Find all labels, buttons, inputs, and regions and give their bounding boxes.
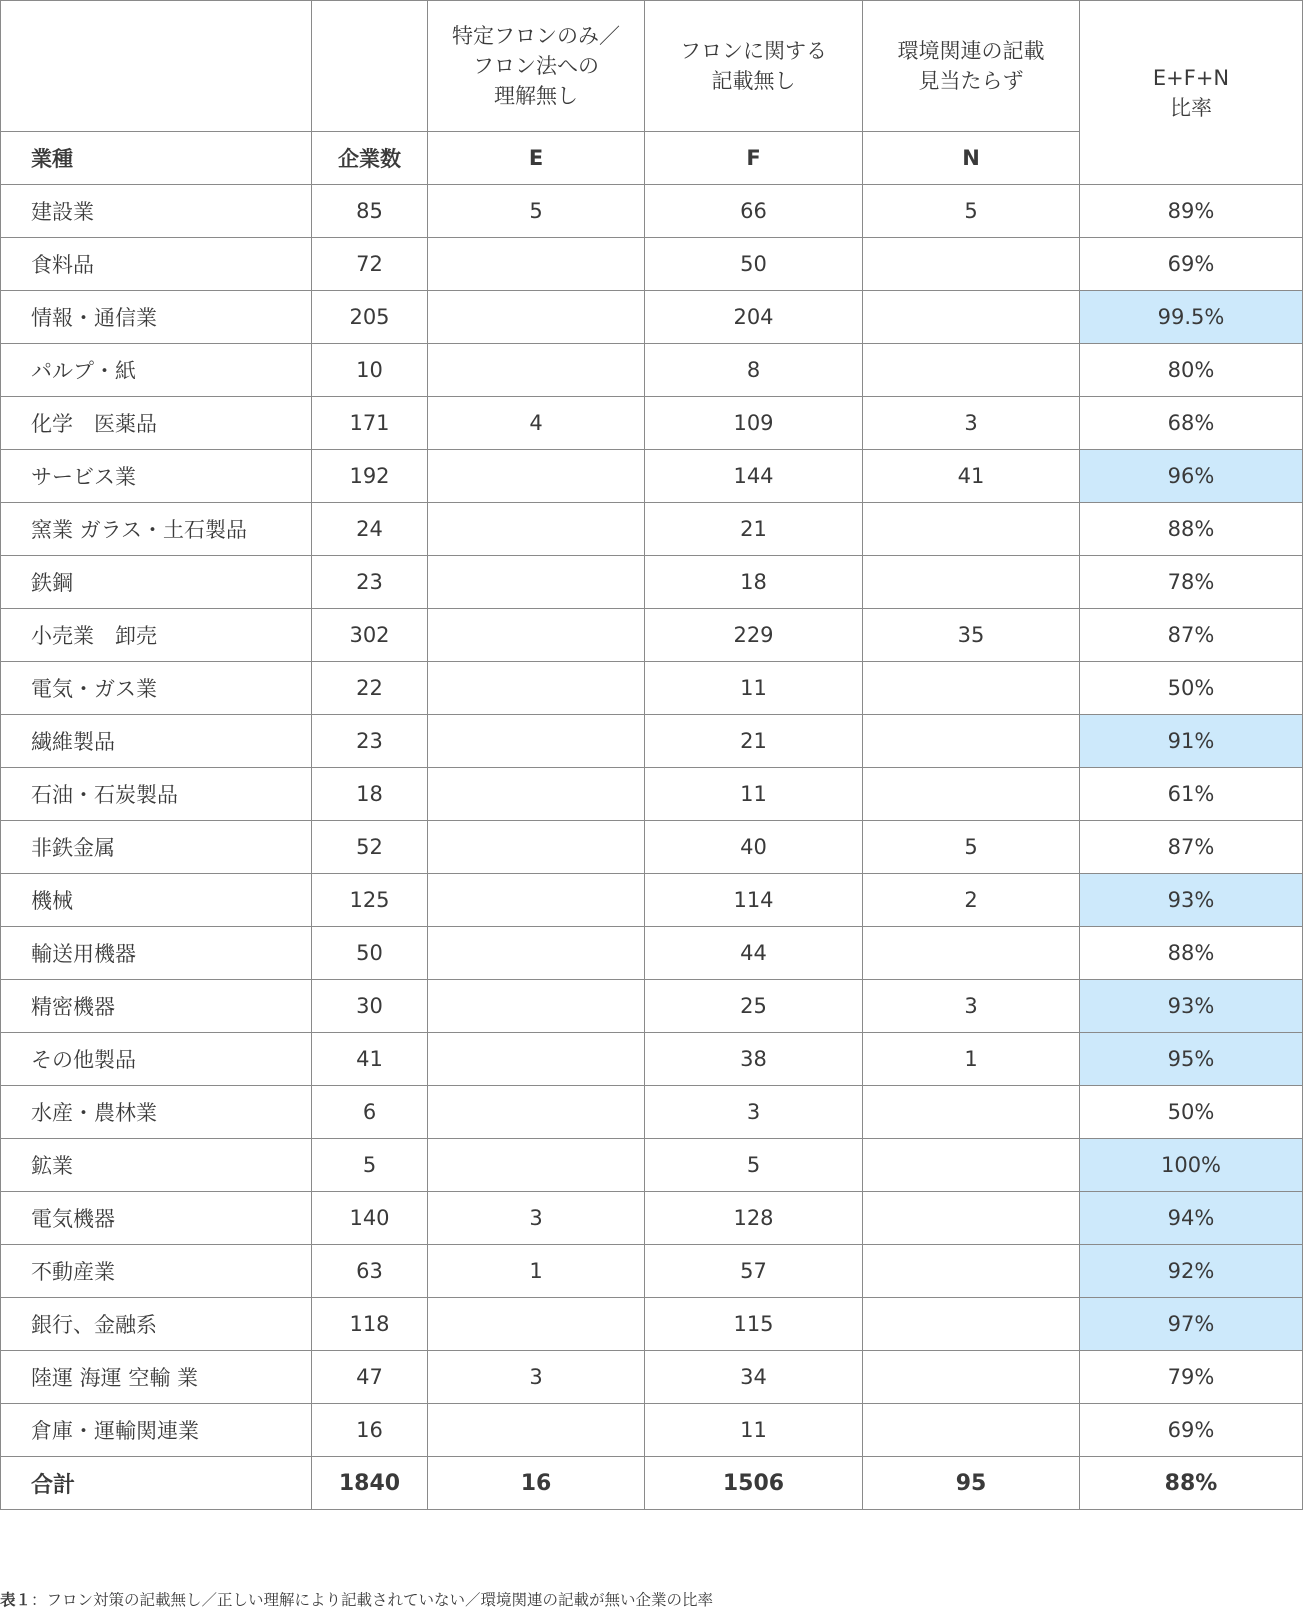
cell-f: 229 [645, 609, 863, 662]
cell-industry: パルプ・紙 [1, 344, 312, 397]
cell-industry: 非鉄金属 [1, 821, 312, 874]
table-row [1, 291, 1303, 344]
cell-ratio: 92% [1080, 1245, 1303, 1298]
header-e-description: 特定フロンのみ／ フロン法への 理解無し [428, 1, 645, 132]
cell-e: 5 [428, 185, 645, 238]
cell-count: 47 [312, 1351, 428, 1404]
cell-f: 34 [645, 1351, 863, 1404]
cell-n [863, 1192, 1080, 1245]
cell-count: 23 [312, 556, 428, 609]
table-row [1, 715, 1303, 768]
cell-f: 40 [645, 821, 863, 874]
cell-count: 24 [312, 503, 428, 556]
table-row [1, 1086, 1303, 1139]
cell-n: 3 [863, 980, 1080, 1033]
cell-n: 5 [863, 185, 1080, 238]
header-empty-count [312, 1, 428, 132]
cell-count: 140 [312, 1192, 428, 1245]
cell-n [863, 1245, 1080, 1298]
table-row [1, 768, 1303, 821]
cell-f: 57 [645, 1245, 863, 1298]
table-row [1, 1298, 1303, 1351]
cell-ratio: 91% [1080, 715, 1303, 768]
cell-f: 11 [645, 1404, 863, 1457]
header-f-description: フロンに関する 記載無し [645, 1, 863, 132]
table-row [1, 1139, 1303, 1192]
cell-n [863, 662, 1080, 715]
table-row [1, 980, 1303, 1033]
cell-count: 72 [312, 238, 428, 291]
cell-e [428, 238, 645, 291]
cell-f: 50 [645, 238, 863, 291]
cell-n [863, 344, 1080, 397]
cell-industry: 窯業 ガラス・土石製品 [1, 503, 312, 556]
cell-count: 30 [312, 980, 428, 1033]
total-f: 1506 [645, 1457, 863, 1510]
cell-f: 8 [645, 344, 863, 397]
table-row [1, 662, 1303, 715]
table-row [1, 344, 1303, 397]
total-count: 1840 [312, 1457, 428, 1510]
cell-e [428, 556, 645, 609]
total-ratio: 88% [1080, 1457, 1303, 1510]
cell-e [428, 450, 645, 503]
cell-ratio: 69% [1080, 1404, 1303, 1457]
table-row [1, 609, 1303, 662]
cell-industry: 銀行、金融系 [1, 1298, 312, 1351]
cell-count: 63 [312, 1245, 428, 1298]
cell-industry: 機械 [1, 874, 312, 927]
cell-f: 144 [645, 450, 863, 503]
cell-n [863, 927, 1080, 980]
cell-count: 118 [312, 1298, 428, 1351]
cell-industry: 不動産業 [1, 1245, 312, 1298]
cell-e [428, 344, 645, 397]
cell-n [863, 1298, 1080, 1351]
cell-industry: サービス業 [1, 450, 312, 503]
table-row [1, 450, 1303, 503]
cell-e [428, 1404, 645, 1457]
cell-ratio: 78% [1080, 556, 1303, 609]
cell-n: 3 [863, 397, 1080, 450]
cell-n [863, 1351, 1080, 1404]
cell-ratio: 93% [1080, 980, 1303, 1033]
cell-ratio: 87% [1080, 609, 1303, 662]
cell-f: 109 [645, 397, 863, 450]
cell-n: 41 [863, 450, 1080, 503]
cell-ratio: 87% [1080, 821, 1303, 874]
cell-e [428, 980, 645, 1033]
table-row [1, 397, 1303, 450]
cell-count: 50 [312, 927, 428, 980]
cell-industry: 情報・通信業 [1, 291, 312, 344]
cell-industry: 繊維製品 [1, 715, 312, 768]
table-caption [0, 1588, 713, 1610]
cell-e [428, 1086, 645, 1139]
cell-ratio: 99.5% [1080, 291, 1303, 344]
cell-e [428, 768, 645, 821]
header-industry: 業種 [1, 132, 312, 185]
table-row [1, 1351, 1303, 1404]
cell-count: 302 [312, 609, 428, 662]
cell-count: 52 [312, 821, 428, 874]
cell-industry: 食料品 [1, 238, 312, 291]
cell-ratio: 68% [1080, 397, 1303, 450]
table-row [1, 1404, 1303, 1457]
cell-count: 205 [312, 291, 428, 344]
cell-e [428, 1298, 645, 1351]
total-row [1, 1457, 1303, 1510]
cell-e [428, 609, 645, 662]
cell-e [428, 503, 645, 556]
cell-count: 125 [312, 874, 428, 927]
cell-industry: 輸送用機器 [1, 927, 312, 980]
cell-e [428, 927, 645, 980]
table-row [1, 874, 1303, 927]
header-f: F [645, 132, 863, 185]
cell-count: 5 [312, 1139, 428, 1192]
cell-n: 35 [863, 609, 1080, 662]
cell-f: 3 [645, 1086, 863, 1139]
table-row [1, 1245, 1303, 1298]
cell-e [428, 821, 645, 874]
cell-f: 114 [645, 874, 863, 927]
cell-n [863, 503, 1080, 556]
cell-e: 3 [428, 1192, 645, 1245]
cell-e: 4 [428, 397, 645, 450]
cell-count: 41 [312, 1033, 428, 1086]
cell-industry: 電気・ガス業 [1, 662, 312, 715]
cell-ratio: 97% [1080, 1298, 1303, 1351]
cell-f: 11 [645, 768, 863, 821]
cell-ratio: 79% [1080, 1351, 1303, 1404]
cell-ratio: 80% [1080, 344, 1303, 397]
table-row [1, 238, 1303, 291]
cell-ratio: 69% [1080, 238, 1303, 291]
cell-f: 66 [645, 185, 863, 238]
header-n: N [863, 132, 1080, 185]
cell-industry: 精密機器 [1, 980, 312, 1033]
header-empty-industry [1, 1, 312, 132]
cell-f: 115 [645, 1298, 863, 1351]
header-ratio: E+F+N 比率 [1080, 1, 1303, 185]
cell-ratio: 94% [1080, 1192, 1303, 1245]
total-e: 16 [428, 1457, 645, 1510]
cell-ratio: 50% [1080, 662, 1303, 715]
cell-n [863, 291, 1080, 344]
cell-e [428, 715, 645, 768]
cell-f: 44 [645, 927, 863, 980]
cell-n [863, 768, 1080, 821]
cell-ratio: 96% [1080, 450, 1303, 503]
cell-f: 21 [645, 715, 863, 768]
cell-industry: 電気機器 [1, 1192, 312, 1245]
cell-n [863, 1139, 1080, 1192]
cell-n: 5 [863, 821, 1080, 874]
cell-f: 128 [645, 1192, 863, 1245]
cell-ratio: 88% [1080, 927, 1303, 980]
header-n-description: 環境関連の記載 見当たらず [863, 1, 1080, 132]
cell-count: 22 [312, 662, 428, 715]
table-row [1, 1192, 1303, 1245]
table-row [1, 821, 1303, 874]
cell-e: 3 [428, 1351, 645, 1404]
cell-n [863, 238, 1080, 291]
cell-industry: 水産・農林業 [1, 1086, 312, 1139]
cell-count: 16 [312, 1404, 428, 1457]
cell-n [863, 556, 1080, 609]
cell-count: 18 [312, 768, 428, 821]
table-row [1, 1033, 1303, 1086]
header-count: 企業数 [312, 132, 428, 185]
cell-ratio: 100% [1080, 1139, 1303, 1192]
cell-count: 85 [312, 185, 428, 238]
caption-label: 表１ [0, 1591, 32, 1609]
cell-industry: 化学 医薬品 [1, 397, 312, 450]
cell-n: 1 [863, 1033, 1080, 1086]
table-row [1, 503, 1303, 556]
cell-f: 204 [645, 291, 863, 344]
cell-n [863, 1404, 1080, 1457]
cell-f: 38 [645, 1033, 863, 1086]
cell-ratio: 95% [1080, 1033, 1303, 1086]
cell-ratio: 88% [1080, 503, 1303, 556]
cell-industry: 小売業 卸売 [1, 609, 312, 662]
cell-ratio: 93% [1080, 874, 1303, 927]
total-n: 95 [863, 1457, 1080, 1510]
cell-e [428, 1033, 645, 1086]
cell-count: 23 [312, 715, 428, 768]
cell-industry: 建設業 [1, 185, 312, 238]
cell-n: 2 [863, 874, 1080, 927]
cell-e [428, 1139, 645, 1192]
table-row [1, 185, 1303, 238]
cell-count: 192 [312, 450, 428, 503]
cell-e [428, 662, 645, 715]
header-e: E [428, 132, 645, 185]
cell-f: 18 [645, 556, 863, 609]
cell-e [428, 874, 645, 927]
header-row-descriptions [1, 1, 1303, 132]
cell-industry: 石油・石炭製品 [1, 768, 312, 821]
cell-ratio: 61% [1080, 768, 1303, 821]
cell-industry: 鉄鋼 [1, 556, 312, 609]
cell-f: 25 [645, 980, 863, 1033]
cell-count: 171 [312, 397, 428, 450]
cell-e [428, 291, 645, 344]
cell-n [863, 715, 1080, 768]
cell-f: 21 [645, 503, 863, 556]
total-industry: 合計 [1, 1457, 312, 1510]
cell-f: 5 [645, 1139, 863, 1192]
caption-text: ：フロン対策の記載無し／正しい理解により記載されていない／環境関連の記載が無い企業の比率 [31, 1591, 714, 1609]
cell-industry: 鉱業 [1, 1139, 312, 1192]
cell-industry: 倉庫・運輸関連業 [1, 1404, 312, 1457]
cell-ratio: 50% [1080, 1086, 1303, 1139]
table-row [1, 556, 1303, 609]
cell-industry: その他製品 [1, 1033, 312, 1086]
cell-count: 10 [312, 344, 428, 397]
cell-n [863, 1086, 1080, 1139]
cell-ratio: 89% [1080, 185, 1303, 238]
cell-count: 6 [312, 1086, 428, 1139]
cell-industry: 陸運 海運 空輸 業 [1, 1351, 312, 1404]
table-row [1, 927, 1303, 980]
cell-f: 11 [645, 662, 863, 715]
cell-e: 1 [428, 1245, 645, 1298]
